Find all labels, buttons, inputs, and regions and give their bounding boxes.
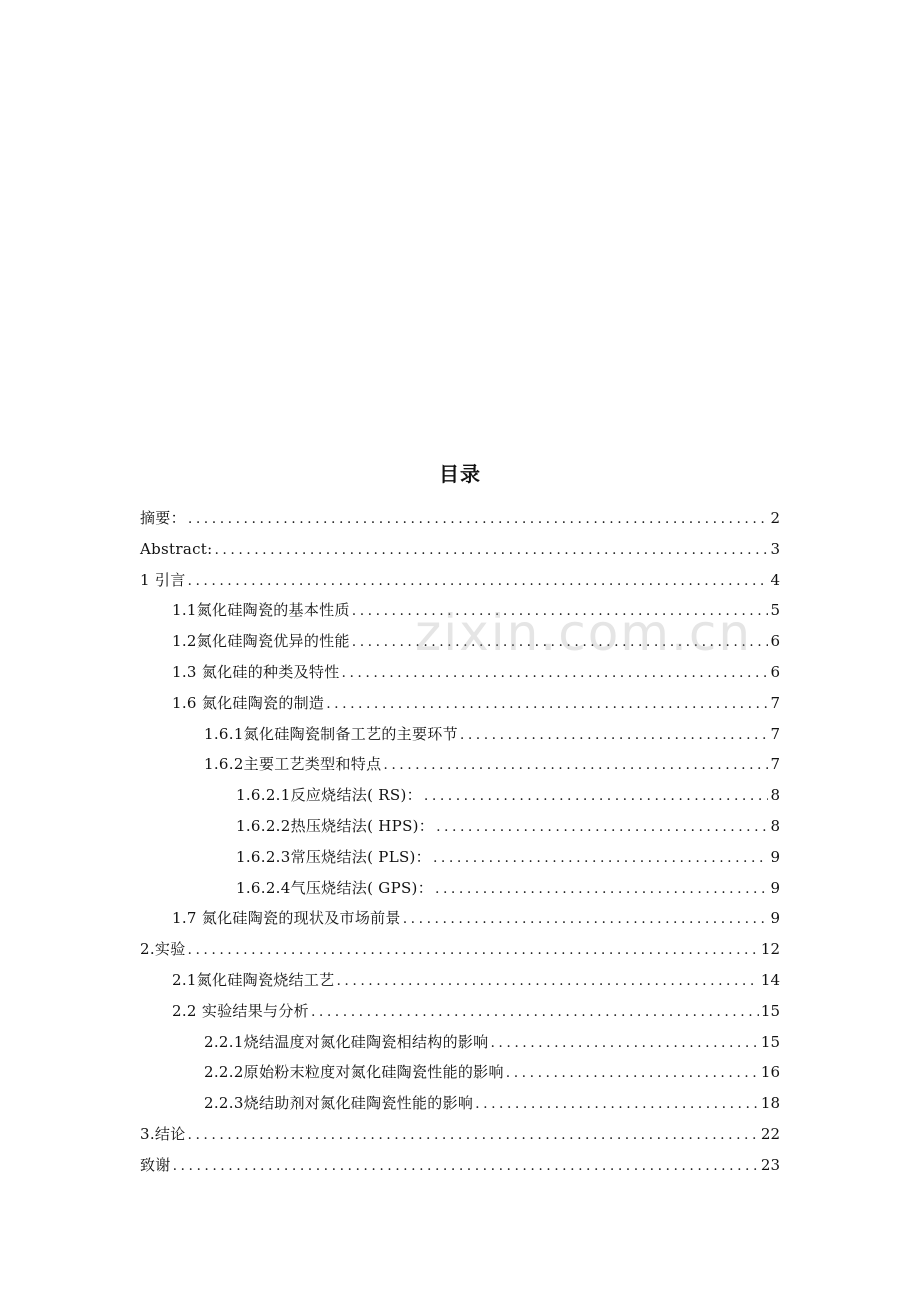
toc-dot-leader [342,658,769,689]
toc-entry-page-number: 15 [760,1001,780,1020]
toc-entry-page-number: 7 [770,755,780,774]
toc-dot-leader [424,781,769,812]
toc-entry[interactable] [140,965,780,996]
toc-entry-label: 2.实验 [140,940,186,959]
toc-entry-page-number: 5 [770,601,780,620]
toc-entry[interactable] [140,1027,780,1058]
toc-entry[interactable] [140,1150,780,1181]
toc-entry[interactable] [140,595,780,626]
toc-dot-leader [188,1120,759,1151]
toc-dot-leader [188,566,769,597]
toc-dot-leader [352,596,769,627]
toc-dot-leader [383,750,768,781]
toc-entry-page-number: 22 [760,1124,780,1143]
toc-dot-leader [506,1058,759,1089]
toc-entry-page-number: 12 [760,940,780,959]
toc-entry-page-number: 3 [770,539,780,558]
toc-entry-label: 1.2氮化硅陶瓷优异的性能 [172,632,350,651]
table-of-contents [140,503,780,1181]
toc-dot-leader [435,874,768,905]
toc-entry[interactable] [140,749,780,780]
toc-entry-page-number: 14 [760,970,780,989]
toc-entry-page-number: 6 [770,632,780,651]
toc-entry-label: 2.2.2原始粉末粒度对氮化硅陶瓷性能的影响 [204,1063,504,1082]
toc-dot-leader [352,627,769,658]
toc-entry-label: 致谢 [140,1155,171,1174]
toc-entry-label: 2.2.1烧结温度对氮化硅陶瓷相结构的影响 [204,1032,489,1051]
toc-entry[interactable] [140,657,780,688]
toc-dot-leader [490,1028,758,1059]
toc-dot-leader [336,966,758,997]
toc-dot-leader [188,504,769,535]
toc-entry[interactable] [140,842,780,873]
toc-entry-page-number: 9 [770,878,780,897]
toc-entry-label: 1.3 氮化硅的种类及特性 [172,662,340,681]
toc-entry-page-number: 7 [770,693,780,712]
toc-entry-page-number: 7 [770,724,780,743]
toc-entry[interactable] [140,1088,780,1119]
toc-entry-page-number: 16 [760,1063,780,1082]
toc-dot-leader [460,720,769,751]
toc-dot-leader [436,812,768,843]
toc-dot-leader [403,904,769,935]
toc-entry-label: 摘要： [140,509,186,527]
toc-entry[interactable] [140,811,780,842]
toc-entry[interactable] [140,534,780,565]
toc-dot-leader [475,1089,759,1120]
toc-entry[interactable] [140,565,780,596]
toc-entry-label: 3.结论 [140,1124,186,1143]
toc-entry[interactable] [140,1119,780,1150]
toc-title: 目录 [439,462,481,486]
toc-entry-page-number: 6 [770,662,780,681]
toc-entry[interactable] [140,873,780,904]
toc-entry-page-number: 8 [770,786,780,805]
toc-entry-label: 1.6 氮化硅陶瓷的制造 [172,693,325,712]
toc-entry-label: 1.6.2.4气压烧结法( GPS)： [236,878,434,897]
toc-entry-label: 1 引言 [140,570,186,589]
toc-entry-label: 1.6.2.2热压烧结法( HPS)： [236,816,435,835]
toc-entry-page-number: 18 [760,1094,780,1113]
toc-entry-page-number: 2 [770,509,780,527]
toc-entry-label: 1.6.2.3常压烧结法( PLS)： [236,847,431,866]
toc-dot-leader [173,1151,759,1182]
toc-entry[interactable] [140,903,780,934]
toc-entry-page-number: 9 [770,847,780,866]
toc-entry-page-number: 23 [760,1155,780,1174]
toc-entry-label: 1.6.1氮化硅陶瓷制备工艺的主要环节 [204,724,458,743]
toc-entry[interactable] [140,626,780,657]
toc-entry-label: 2.2.3烧结助剂对氮化硅陶瓷性能的影响 [204,1094,474,1113]
toc-entry-label: 1.7 氮化硅陶瓷的现状及市场前景 [172,909,401,928]
toc-dot-leader [433,843,768,874]
toc-entry[interactable] [140,503,780,534]
toc-entry-label: 2.2 实验结果与分析 [172,1001,309,1020]
toc-entry-label: 1.1氮化硅陶瓷的基本性质 [172,601,350,620]
toc-entry-page-number: 4 [770,570,780,589]
watermark: zixin.com.cn [415,604,753,662]
toc-entry-label: Abstract: [140,539,213,558]
toc-entry-label: 2.1氮化硅陶瓷烧结工艺 [172,970,335,989]
toc-entry-page-number: 15 [760,1032,780,1051]
toc-entry[interactable] [140,719,780,750]
toc-dot-leader [214,535,768,566]
toc-entry-label: 1.6.2.1反应烧结法( RS)： [236,786,422,805]
toc-entry-page-number: 9 [770,909,780,928]
toc-dot-leader [188,935,759,966]
toc-entry[interactable] [140,688,780,719]
toc-entry[interactable] [140,1057,780,1088]
toc-dot-leader [326,689,768,720]
toc-entry[interactable] [140,934,780,965]
toc-entry-label: 1.6.2主要工艺类型和特点 [204,755,382,774]
toc-entry[interactable] [140,996,780,1027]
toc-entry-page-number: 8 [770,816,780,835]
toc-entry[interactable] [140,780,780,811]
toc-dot-leader [311,997,759,1028]
